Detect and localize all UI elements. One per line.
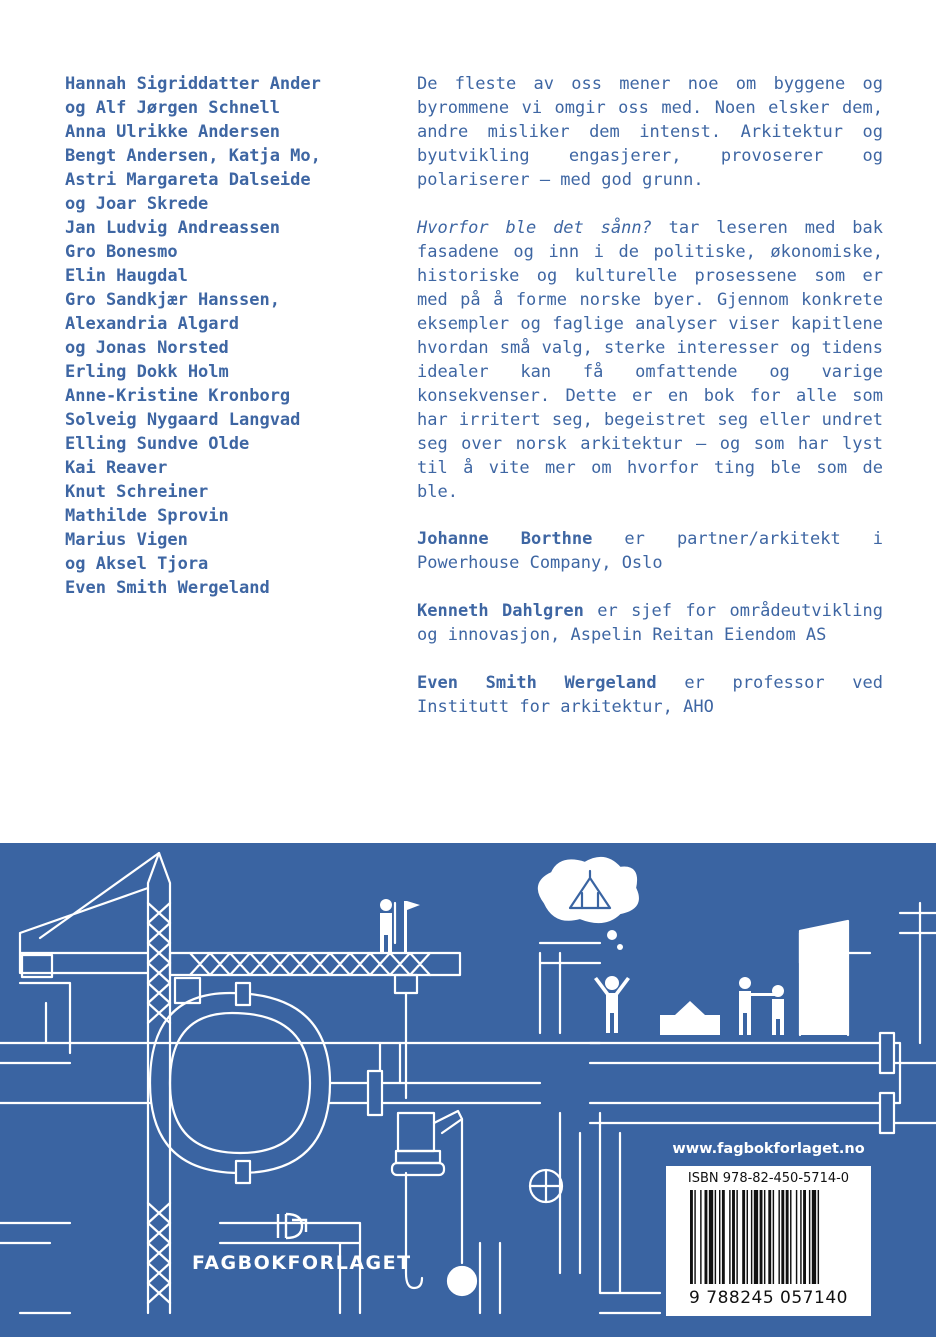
author-line: Anne-Kristine Kronborg — [65, 386, 291, 406]
cheering-person-icon — [594, 976, 630, 1033]
book-title: Hvorfor ble det sånn? — [417, 218, 652, 238]
author-line: Jan Ludvig Andreassen — [65, 218, 280, 238]
author-line: Even Smith Wergeland — [65, 578, 270, 598]
editor-bio — [417, 671, 883, 719]
editor-role: er partner/arkitekt i Powerhouse Company, Oslo — [417, 529, 883, 573]
author-list — [65, 72, 395, 600]
publisher-name: FAGBOKFORLAGET — [192, 1252, 412, 1274]
author-line: Mathilde Sprovin — [65, 506, 229, 526]
skyscraper-icon — [800, 921, 848, 1035]
blurb-paragraph-1: De fleste av oss mener noe om byggene og byrommene vi omgir oss med. Noen elsker dem, andre misliker dem intenst. Arkitektur og byutvikling engasjerer, provoserer og polariserer – med god grunn. — [417, 74, 883, 190]
back-cover-blurb — [417, 72, 883, 743]
barcode — [666, 1166, 871, 1316]
author-line: og Jonas Norsted — [65, 338, 229, 358]
wrecking-ball-icon — [406, 1119, 476, 1295]
publisher-website[interactable]: www.fagbokforlaget.no — [672, 1141, 865, 1157]
author-line: Gro Sandkjær Hanssen, — [65, 290, 280, 310]
author-line: Elin Haugdal — [65, 266, 188, 286]
editor-role: er sjef for områdeutvikling og innovasjon, Aspelin Reitan Eiendom AS — [417, 601, 883, 645]
isbn-label: ISBN 978-82-450-5714-0 — [687, 1171, 850, 1186]
author-line: og Joar Skrede — [65, 194, 209, 214]
author-line: Bengt Andersen, Katja Mo, — [65, 146, 321, 166]
publisher-logo — [192, 1210, 412, 1274]
author-line: Alexandria Algard — [65, 314, 239, 334]
author-line: Marius Vigen — [65, 530, 188, 550]
blurb-paragraph-2-text: tar leseren med bak fasadene og inn i de politiske, økonomiske, historiske og kulturelle prosessene som er med på å forme norske byer. Gjennom konkrete eksempler og faglige analyser viser kapitlene hvordan små valg, sterke interesser og tidens idealer kan få omfattende og varige konsekvenser. Dette er en bok for alle som har irritert seg, begeistret seg eller undret seg over norsk arkitektur – og som har lyst til å vite mer om hvorfor ting ble som de ble. — [417, 218, 884, 502]
editor-name: Even Smith Wergeland — [417, 673, 657, 693]
buildings-icon — [660, 1001, 720, 1035]
barcode-icon — [690, 1190, 860, 1288]
editor-name: Kenneth Dahlgren — [417, 601, 584, 621]
thought-bubble-circus-icon — [539, 858, 638, 950]
editor-bio — [417, 599, 883, 647]
excavator-icon — [392, 1111, 462, 1175]
author-line: Hannah Sigriddatter Ander — [65, 74, 321, 94]
author-line: Solveig Nygaard Langvad — [65, 410, 301, 430]
author-line: og Aksel Tjora — [65, 554, 209, 574]
valve-wheel-icon — [530, 1170, 562, 1202]
author-line: Erling Dokk Holm — [65, 362, 229, 382]
author-line: Astri Margareta Dalseide — [65, 170, 311, 190]
publisher-logo-icon — [272, 1210, 312, 1242]
author-line: Anna Ulrikke Andersen — [65, 122, 280, 142]
author-line: og Alf Jørgen Schnell — [65, 98, 280, 118]
editor-role: er professor ved Institutt for arkitektur, AHO — [417, 673, 883, 717]
person-with-flag-icon — [380, 899, 420, 953]
blurb-paragraph-2 — [417, 216, 883, 504]
ean-digits: 9 788245 057140 — [689, 1288, 848, 1308]
pointing-people-icon — [739, 977, 784, 1035]
editor-bio — [417, 527, 883, 575]
editor-name: Johanne Borthne — [417, 529, 593, 549]
author-line: Knut Schreiner — [65, 482, 209, 502]
editor-bios — [417, 527, 883, 719]
author-line: Elling Sundve Olde — [65, 434, 250, 454]
author-line: Kai Reaver — [65, 458, 168, 478]
author-line: Gro Bonesmo — [65, 242, 178, 262]
